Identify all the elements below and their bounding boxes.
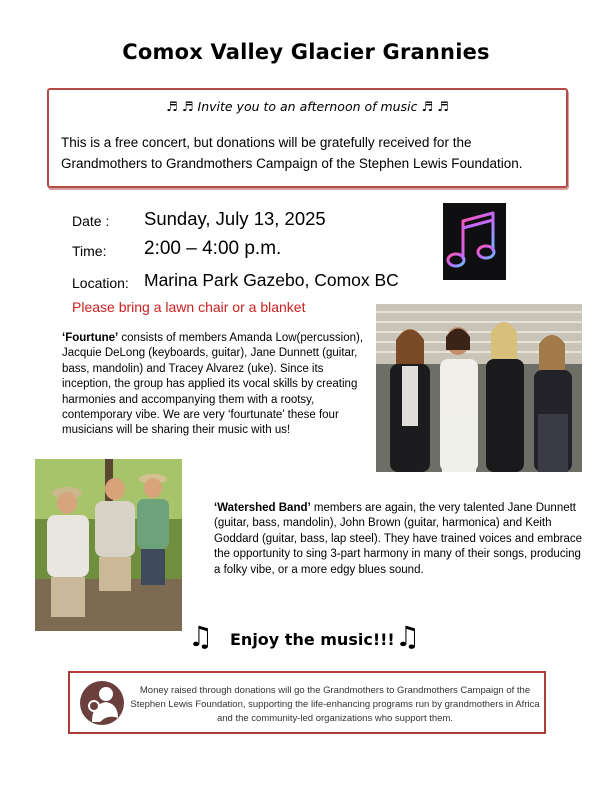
invite-text: Invite you to an afternoon of music	[197, 99, 418, 114]
fourtune-photo	[376, 304, 582, 472]
watershed-band-photo	[35, 459, 182, 631]
watershed-description	[214, 501, 586, 578]
date-value: Sunday, July 13, 2025	[144, 208, 326, 229]
page-title: Comox Valley Glacier Grannies	[122, 40, 490, 64]
time-value: 2:00 – 4:00 p.m.	[144, 238, 282, 259]
date-label: Date :	[72, 213, 110, 229]
music-note-icon: ♫	[188, 620, 214, 653]
location-value: Marina Park Gazebo, Comox BC	[144, 270, 399, 290]
donation-footer-text: Money raised through donations will go the Grandmothers to Grandmothers Campaign of the Stephen Lewis Foundation, supporting the life-enhancing programs run by grandmothers in Africa and the community-led organizations who support them.	[130, 685, 540, 724]
invite-line	[49, 99, 566, 115]
fourtune-description	[62, 331, 367, 439]
time-label: Time:	[72, 243, 107, 259]
lawn-chair-note: Please bring a lawn chair or a blanket	[72, 299, 306, 315]
donation-footer-box	[68, 671, 546, 734]
fourtune-name: ‘Fourtune’	[62, 332, 119, 344]
fourtune-text: consists of members Amanda Low(percussion), Jacquie DeLong (keyboards, guitar), Jane Dunnett (guitar, bass, mandolin) and Tracey Alvarez (uke). Since its inception, the group has applied its vocal skills by creating harmonies and accompanying them with a rootsy, contemporary vibe. We are very ‘fourtunate’ these four musicians will be sharing their music with us!	[62, 332, 364, 437]
music-note-icon: ♬ ♬	[166, 100, 194, 115]
music-note-icon: ♫	[395, 620, 421, 653]
watershed-text: members are again, the very talented Jane Dunnett (guitar, bass, mandolin), John Brown (guitar, harmonica) and Keith Goddard (guitar, bass, lap steel). They have trained voices and embrace the opportunity to sing 3-part harmony in many of their songs, producing a folky vibe, or a more edgy blues sound.	[214, 502, 582, 576]
neon-music-note-icon	[443, 203, 506, 280]
music-note-icon: ♬ ♬	[421, 100, 449, 115]
invite-box	[47, 88, 568, 188]
enjoy-row	[0, 618, 612, 658]
enjoy-text: Enjoy the music!!!	[230, 630, 395, 649]
watershed-name: ‘Watershed Band’	[214, 502, 311, 514]
free-concert-text: This is a free concert, but donations will be gratefully received for the Grandmothers to Grandmothers Campaign of the Stephen Lewis Foundation.	[61, 135, 523, 171]
location-label: Location:	[72, 275, 129, 291]
grandmother-logo-icon	[78, 678, 126, 728]
